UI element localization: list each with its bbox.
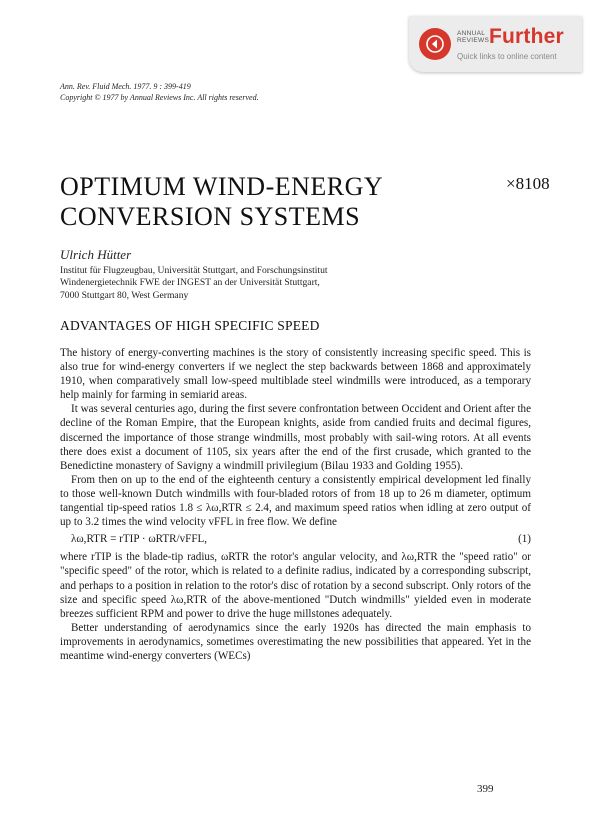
equation-1 [60, 532, 531, 546]
affiliation-line-2: Windenergietechnik FWE der INGEST an der Universität Stuttgart, [60, 277, 320, 289]
article-body [60, 346, 531, 663]
paragraph-5: Better understanding of aerodynamics since the early 1920s has directed the main emphasis to improvements in aerodynamics, sometimes overestimating the new possibilities that appeared. Yet in the meantime wind-energy converters (WECs) [60, 621, 531, 662]
page-number: 399 [477, 783, 494, 795]
further-badge[interactable] [409, 16, 582, 72]
further-badge-panel [409, 16, 582, 72]
author-name: Ulrich Hütter [60, 247, 132, 262]
paragraph-4: where rTIP is the blade-tip radius, ωRTR the rotor's angular velocity, and λω,RTR the "speed ratio" or "specific speed" of the rotor, which is related to a definite radius, indicated by a corresponding subscript, and perhaps to a position in relation to the rotor's disc of rotation by a second subscript. Only rotors of the size and specific speed λω,RTR of the above-mentioned "Dutch windmills" yielded even in moderate breezes sufficient RPM and power to drive the huge millstones adequately. [60, 551, 531, 620]
badge-annual-label: ANNUAL [457, 30, 486, 37]
article-title [60, 172, 460, 232]
back-arrow-icon [419, 28, 451, 60]
affiliation-line-3: 7000 Stuttgart 80, West Germany [60, 289, 189, 301]
title-line-2: CONVERSION SYSTEMS [60, 202, 361, 231]
copyright-line: Copyright © 1977 by Annual Reviews Inc. All rights reserved. [60, 93, 259, 102]
journal-citation: Ann. Rev. Fluid Mech. 1977. 9 : 399-419 [60, 82, 191, 91]
badge-brand: Further [489, 25, 564, 48]
badge-reviews-label: REVIEWS [457, 37, 490, 44]
title-line-1: OPTIMUM WIND-ENERGY [60, 172, 384, 201]
paragraph-3: From then on up to the end of the eighteenth century a consistently empirical development led finally to those well-known Dutch windmills with four-bladed rotors of from 18 up to 26 m diameter, optimum tangential tip-speed ratios 1.8 ≤ λω,RTR ≤ 2.4, and maximum speed ratios when idling at zero output of up to 3.2 times the wind velocity vFFL in free flow. We define [60, 473, 531, 529]
article-code: ×8108 [506, 174, 550, 193]
badge-subtitle: Quick links to online content [457, 52, 557, 61]
affiliation-line-1: Institut für Flugzeugbau, Universität Stuttgart, and Forschungsinstitut [60, 265, 328, 276]
equation-number: (1) [518, 533, 531, 546]
equation-text: λω,RTR = rTIP · ωRTR/vFFL, [71, 533, 208, 546]
paragraph-1: The history of energy-converting machines is the story of consistently increasing specific speed. This is also true for wind-energy converters if we neglect the step backwards between 1868 and approximately 1910, when comparatively small low-speed multiblade steel windmills were introduced, as a temporary help mainly for farming in semiarid areas. [60, 347, 531, 402]
paragraph-2: It was several centuries ago, during the first severe confrontation between Occident and Orient after the decline of the Roman Empire, that the European knights, aside from candied fruits and decimal figures, discerned the importance of those strange windmills, most probably with sail-wing rotors. At all events there does exist a document of 1105, six years after the end of the first crusade, which granted to the Benedictine monastery of Savigny a windmill privilegium (Bilau 1933 and Golding 1955). [60, 403, 531, 472]
author-affiliation [60, 265, 500, 302]
section-heading: ADVANTAGES OF HIGH SPECIFIC SPEED [60, 318, 320, 333]
